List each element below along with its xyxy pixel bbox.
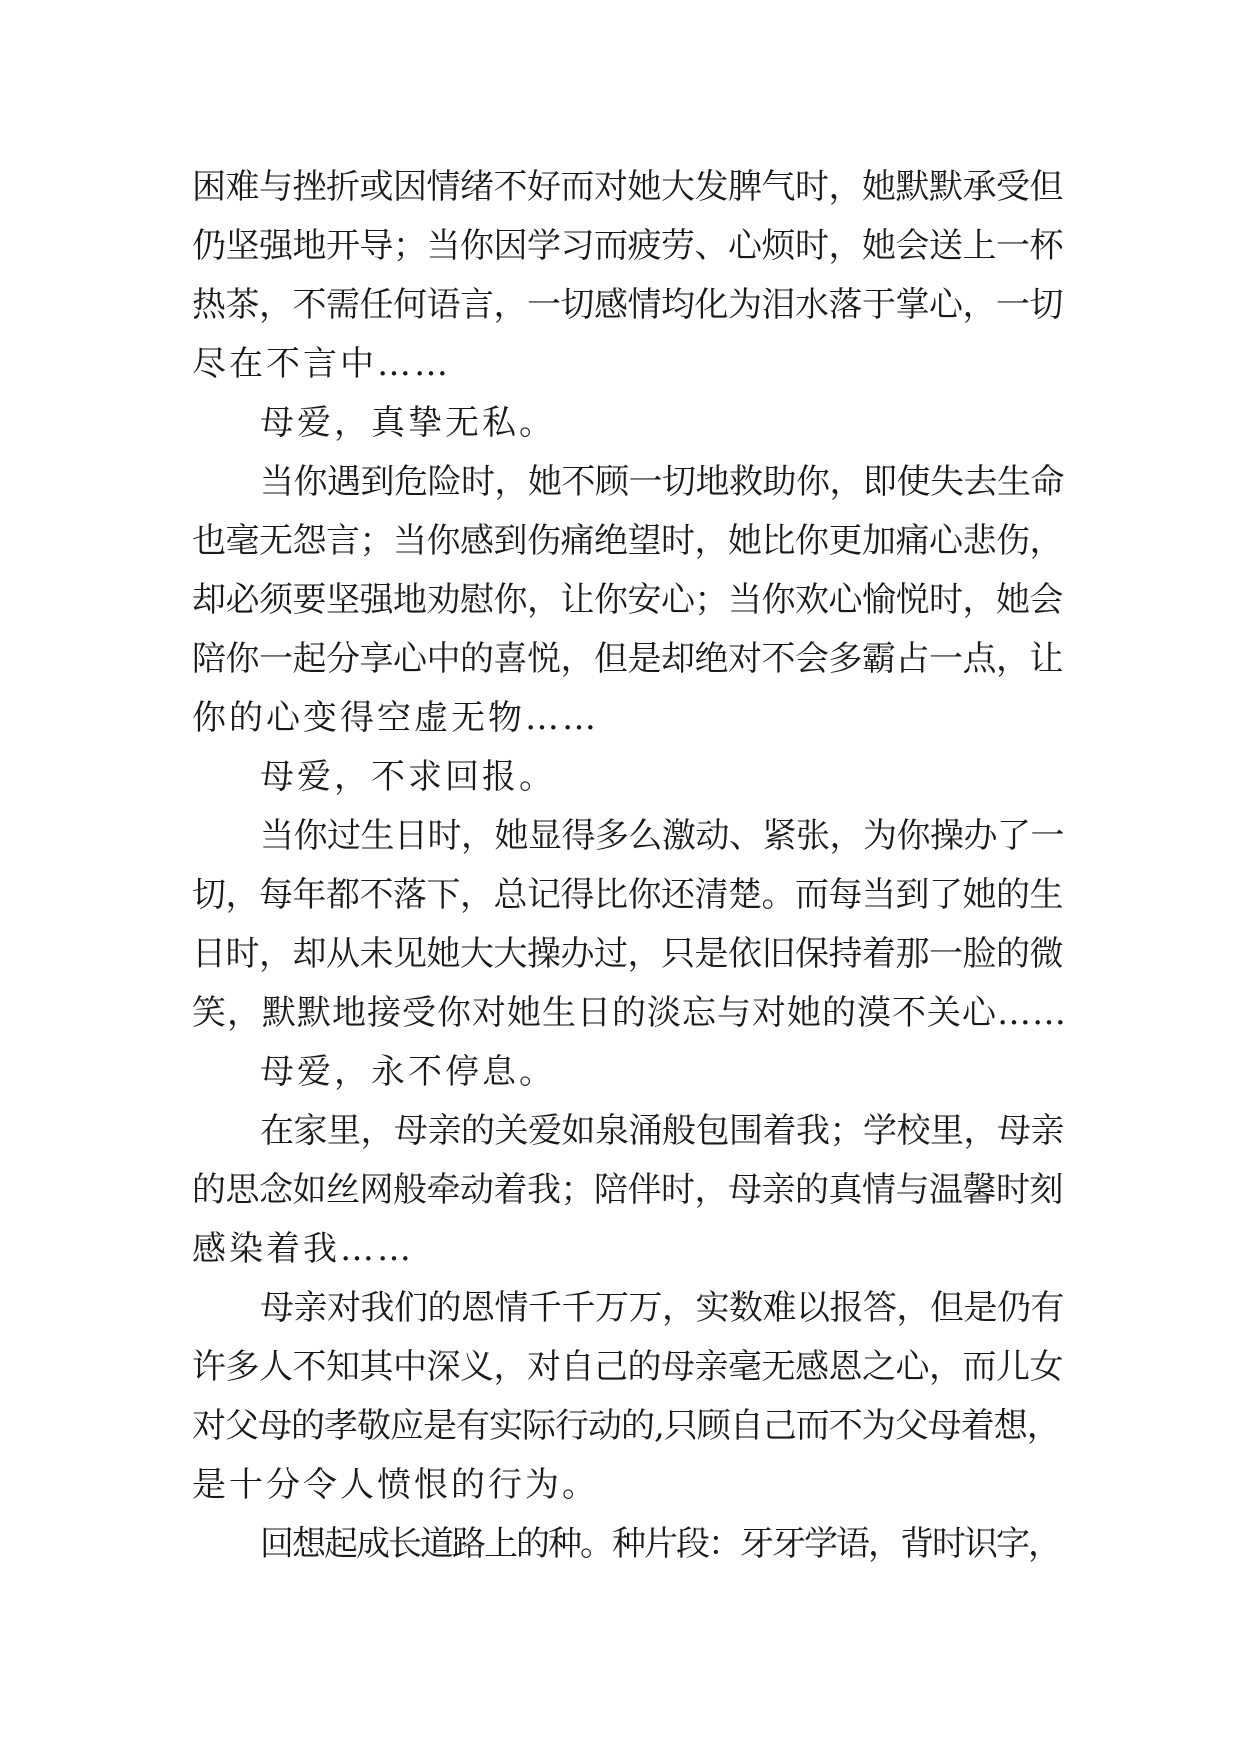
paragraph-first-line: 回想起成长道路上的种。种片段：牙牙学语，背时识字， bbox=[260, 1524, 1060, 1564]
text-line: 日时，却从未见她大大操办过，只是依旧保持着那一脸的微 bbox=[192, 934, 1063, 974]
text-line: 笑，默默地接受你对她生日的淡忘与对她的漠不关心…… bbox=[192, 993, 1067, 1033]
text-line: 的思念如丝网般牵动着我；陪伴时，母亲的真情与温馨时刻 bbox=[192, 1170, 1063, 1210]
section-heading-line: 母爱，不求回报。 bbox=[260, 757, 556, 797]
section-heading-line: 母爱，永不停息。 bbox=[260, 1052, 556, 1092]
text-line: 许多人不知其中深义，对自己的母亲毫无感恩之心，而儿女 bbox=[192, 1347, 1063, 1387]
text-line: 对父母的孝敬应是有实际行动的,只顾自己而不为父母着想， bbox=[192, 1406, 1060, 1446]
text-line: 陪你一起分享心中的喜悦，但是却绝对不会多霸占一点，让 bbox=[192, 639, 1063, 679]
paragraph-first-line: 母亲对我们的恩情千千万万，实数难以报答，但是仍有 bbox=[260, 1288, 1064, 1328]
text-line: 却必须要坚强地劝慰你，让你安心；当你欢心愉悦时，她会 bbox=[192, 580, 1063, 620]
text-line: 是十分令人愤恨的行为。 bbox=[192, 1465, 599, 1505]
paragraph-first-line: 当你过生日时，她显得多么激动、紧张，为你操办了一 bbox=[260, 816, 1064, 856]
text-line: 你的心变得空虚无物…… bbox=[192, 698, 599, 738]
essay-body bbox=[192, 158, 1068, 1574]
text-line: 也毫无怨言；当你感到伤痛绝望时，她比你更加痛心悲伤， bbox=[192, 521, 1063, 561]
paragraph-first-line: 当你遇到危险时，她不顾一切地救助你，即使失去生命 bbox=[260, 462, 1064, 502]
paragraph-first-line: 在家里，母亲的关爱如泉涌般包围着我；学校里，母亲 bbox=[260, 1111, 1064, 1151]
text-line: 困难与挫折或因情绪不好而对她大发脾气时，她默默承受但 bbox=[192, 167, 1063, 207]
text-line: 切，每年都不落下，总记得比你还清楚。而每当到了她的生 bbox=[192, 875, 1063, 915]
text-line: 感染着我…… bbox=[192, 1229, 414, 1269]
text-line: 热茶，不需任何语言，一切感情均化为泪水落于掌心，一切 bbox=[192, 285, 1063, 325]
section-heading-line: 母爱，真挚无私。 bbox=[260, 403, 556, 443]
text-line: 尽在不言中…… bbox=[192, 344, 451, 384]
text-line: 仍坚强地开导；当你因学习而疲劳、心烦时，她会送上一杯 bbox=[192, 226, 1063, 266]
